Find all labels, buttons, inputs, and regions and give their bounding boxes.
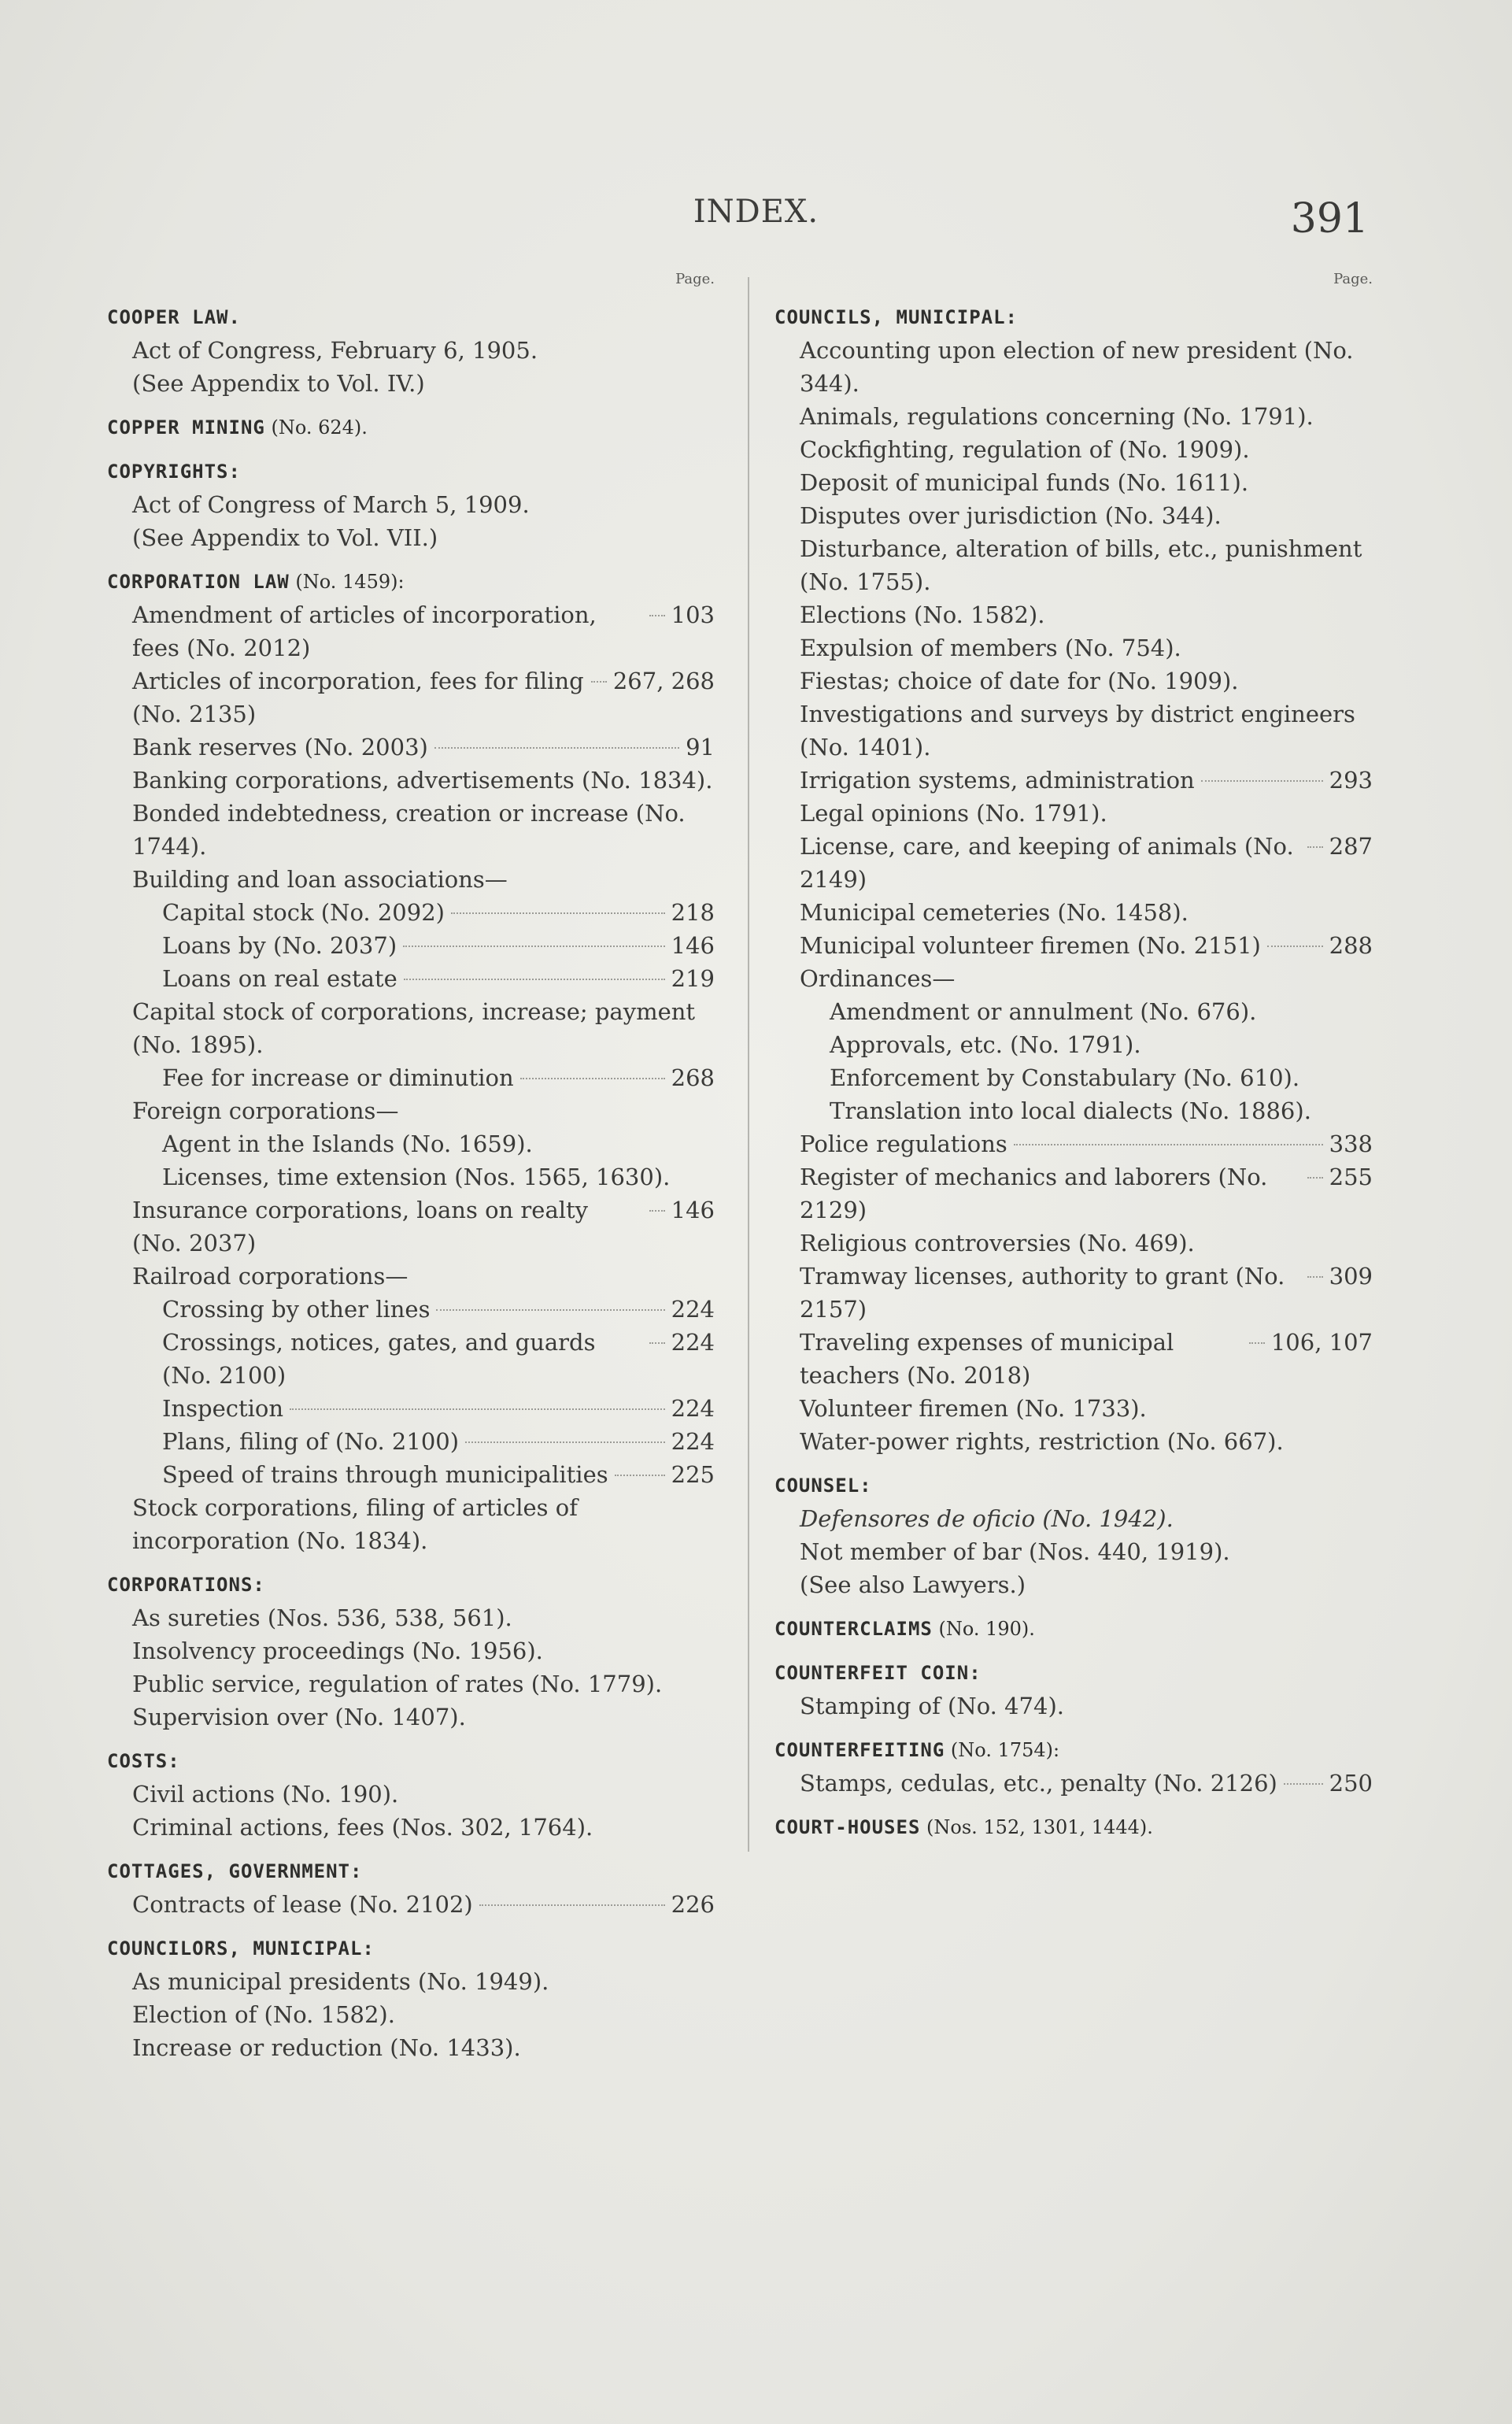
index-line	[774, 995, 1373, 1028]
line-text: Register of mechanics and laborers (No. 2129)	[800, 1164, 1268, 1223]
index-line	[107, 488, 715, 521]
index-line	[107, 2031, 715, 2064]
index-line	[107, 598, 715, 664]
index-line	[774, 532, 1373, 598]
index-entry	[107, 301, 715, 400]
line-text: Enforcement by Constabulary (No. 610).	[830, 1064, 1300, 1091]
line-text: Translation into local dialects (No. 1886).	[830, 1097, 1311, 1124]
entry-heading	[774, 1734, 1373, 1767]
index-entry	[107, 455, 715, 554]
line-text: Agent in the Islands (No. 1659).	[162, 1131, 533, 1157]
index-line	[107, 1127, 715, 1160]
heading-text: COUNTERFEIT COIN:	[774, 1662, 982, 1684]
line-text: Animals, regulations concerning (No. 1791).	[800, 403, 1314, 430]
index-line	[774, 598, 1373, 631]
index-line	[107, 1888, 715, 1921]
index-line	[774, 830, 1373, 896]
index-line	[107, 1965, 715, 1998]
index-line	[774, 1127, 1373, 1160]
index-line	[107, 1634, 715, 1667]
index-entry	[107, 411, 715, 444]
index-line	[107, 664, 715, 731]
column-divider	[748, 277, 749, 1852]
line-text: Stock corporations, filing of articles of incorporation (No. 1834).	[132, 1494, 578, 1554]
line-text: Accounting upon election of new president (No. 344).	[800, 337, 1354, 397]
leader-dots	[591, 681, 607, 683]
index-line	[774, 664, 1373, 698]
index-line	[107, 1094, 715, 1127]
line-text: (See also Lawyers.)	[800, 1571, 1026, 1598]
index-line	[107, 1778, 715, 1811]
index-line	[107, 1998, 715, 2031]
heading-text: COTTAGES, GOVERNMENT:	[107, 1860, 363, 1882]
page-number: 391	[1290, 195, 1369, 242]
line-text: Articles of incorporation, fees for filing (No. 2135)	[132, 668, 584, 727]
page-ref: 287	[1329, 833, 1373, 860]
leader-dots	[451, 912, 665, 914]
index-line	[774, 499, 1373, 532]
line-text: Act of Congress of March 5, 1909.	[132, 491, 530, 518]
line-text: Banking corporations, advertisements (No. 1834).	[132, 767, 713, 794]
leader-dots	[465, 1441, 665, 1443]
line-text: Defensores de oficio (No. 1942).	[800, 1505, 1174, 1532]
page-ref: 293	[1329, 767, 1373, 794]
line-text: Building and loan associations—	[132, 866, 508, 893]
line-text: Act of Congress, February 6, 1905.	[132, 337, 538, 364]
line-text: Crossings, notices, gates, and guards (No. 2100)	[162, 1329, 596, 1389]
page-ref: 218	[671, 899, 715, 926]
page-ref: 338	[1329, 1131, 1373, 1157]
leader-dots	[403, 946, 664, 947]
entry-heading	[774, 1811, 1373, 1844]
index-line	[774, 1502, 1373, 1535]
index-line	[107, 1601, 715, 1634]
leader-dots	[1284, 1783, 1323, 1785]
index-line	[774, 1160, 1373, 1227]
index-entry	[774, 301, 1373, 1458]
index-line	[774, 1260, 1373, 1326]
line-text: As municipal presidents (No. 1949).	[132, 1968, 549, 1995]
index-entry	[774, 1656, 1373, 1723]
line-text: Municipal volunteer firemen (No. 2151)	[800, 932, 1261, 959]
page-ref: 250	[1329, 1770, 1373, 1797]
line-text: Amendment of articles of incorporation, fees (No. 2012)	[132, 601, 597, 661]
line-text: Insurance corporations, loans on realty (No. 2037)	[132, 1197, 589, 1256]
index-line	[774, 1094, 1373, 1127]
entry-heading	[774, 1612, 1373, 1645]
heading-text: COUNCILS, MUNICIPAL:	[774, 306, 1018, 328]
index-entry	[107, 1745, 715, 1844]
index-line	[774, 334, 1373, 400]
page-ref: 106, 107	[1270, 1329, 1373, 1356]
page-ref: 146	[671, 1197, 715, 1223]
line-text: Religious controversies (No. 469).	[800, 1230, 1195, 1256]
leader-dots	[434, 747, 679, 749]
leader-dots	[1249, 1342, 1265, 1344]
page-ref: 288	[1329, 932, 1373, 959]
heading-text: CORPORATION LAW	[107, 571, 290, 593]
leader-dots	[1014, 1144, 1323, 1145]
line-text: Disputes over jurisdiction (No. 344).	[800, 502, 1222, 529]
line-text: Loans by (No. 2037)	[162, 932, 397, 959]
line-text: Public service, regulation of rates (No. 1779).	[132, 1671, 663, 1697]
heading-text: COUNSEL:	[774, 1475, 872, 1497]
heading-text: COOPER LAW.	[107, 306, 241, 328]
leader-dots	[404, 979, 665, 980]
page-ref: 255	[1329, 1164, 1373, 1190]
line-text: Municipal cemeteries (No. 1458).	[800, 899, 1189, 926]
line-text: Stamping of (No. 474).	[800, 1693, 1064, 1719]
index-line	[774, 1392, 1373, 1425]
heading-reference: (No. 1459):	[289, 571, 405, 593]
line-text: Criminal actions, fees (Nos. 302, 1764).	[132, 1814, 593, 1841]
index-line	[107, 1667, 715, 1701]
index-entry	[107, 1568, 715, 1734]
index-line	[107, 1326, 715, 1392]
index-line	[107, 1701, 715, 1734]
line-text: Irrigation systems, administration	[800, 767, 1195, 794]
line-text: Civil actions (No. 190).	[132, 1781, 399, 1808]
page-column-label: Page.	[1333, 271, 1373, 287]
line-text: Bank reserves (No. 2003)	[132, 734, 428, 761]
line-text: Contracts of lease (No. 2102)	[132, 1891, 473, 1918]
page-ref: 267, 268	[612, 668, 715, 694]
leader-dots	[436, 1309, 664, 1311]
leader-dots	[615, 1475, 665, 1476]
line-text: Elections (No. 1582).	[800, 601, 1045, 628]
index-line	[774, 1568, 1373, 1601]
leader-dots	[649, 1342, 665, 1344]
page-ref: 146	[671, 932, 715, 959]
index-line	[107, 1392, 715, 1425]
page-ref: 225	[671, 1461, 715, 1488]
index-line	[774, 1227, 1373, 1260]
page-ref: 226	[671, 1891, 715, 1918]
index-line	[774, 764, 1373, 797]
line-text: Bonded indebtedness, creation or increase (No. 1744).	[132, 800, 686, 860]
index-line	[107, 962, 715, 995]
line-text: Traveling expenses of municipal teachers (No. 2018)	[800, 1329, 1174, 1389]
index-line	[774, 1425, 1373, 1458]
index-line	[107, 1811, 715, 1844]
heading-text: COPPER MINING	[107, 416, 265, 439]
line-text: Fee for increase or diminution	[162, 1064, 514, 1091]
page-ref: 309	[1329, 1263, 1373, 1290]
line-text: Loans on real estate	[162, 965, 397, 992]
leader-dots	[649, 1210, 665, 1212]
index-line	[774, 896, 1373, 929]
line-text: Not member of bar (Nos. 440, 1919).	[800, 1538, 1230, 1565]
line-text: Plans, filing of (No. 2100)	[162, 1428, 460, 1455]
index-line	[107, 764, 715, 797]
index-line	[107, 896, 715, 929]
leader-dots	[1201, 780, 1323, 782]
page-ref: 224	[671, 1296, 715, 1323]
index-line	[107, 1425, 715, 1458]
index-line	[107, 1293, 715, 1326]
index-entry	[774, 1734, 1373, 1800]
entry-heading	[774, 1656, 1373, 1689]
line-text: Supervision over (No. 1407).	[132, 1704, 466, 1730]
page-ref: 224	[671, 1329, 715, 1356]
line-text: Stamps, cedulas, etc., penalty (No. 2126)	[800, 1770, 1277, 1797]
index-line	[107, 367, 715, 400]
index-entry	[107, 1932, 715, 2064]
leader-dots	[290, 1408, 665, 1410]
line-text: Cockfighting, regulation of (No. 1909).	[800, 436, 1250, 463]
left-entry-list	[107, 301, 715, 2064]
line-text: (See Appendix to Vol. IV.)	[132, 370, 425, 397]
entry-heading	[107, 1568, 715, 1601]
line-text: Amendment or annulment (No. 676).	[830, 998, 1257, 1025]
line-text: Expulsion of members (No. 754).	[800, 635, 1181, 661]
heading-reference: (No. 190).	[932, 1618, 1035, 1640]
index-line	[774, 1028, 1373, 1061]
entry-heading	[774, 301, 1373, 334]
index-line	[107, 1061, 715, 1094]
index-line	[774, 631, 1373, 664]
index-line	[107, 731, 715, 764]
index-line	[774, 797, 1373, 830]
line-text: Foreign corporations—	[132, 1097, 399, 1124]
index-line	[107, 1458, 715, 1491]
index-line	[774, 1767, 1373, 1800]
line-text: Railroad corporations—	[132, 1263, 408, 1290]
line-text: Ordinances—	[800, 965, 956, 992]
index-entry	[774, 1811, 1373, 1844]
index-line	[107, 521, 715, 554]
index-line	[774, 1061, 1373, 1094]
index-line	[774, 1535, 1373, 1568]
line-text: As sureties (Nos. 536, 538, 561).	[132, 1604, 512, 1631]
index-line	[107, 797, 715, 863]
leader-dots	[479, 1904, 665, 1906]
index-line	[107, 334, 715, 367]
line-text: Inspection	[162, 1395, 284, 1422]
index-entry	[107, 565, 715, 1557]
right-column	[774, 271, 1373, 1844]
line-text: Deposit of municipal funds (No. 1611).	[800, 469, 1249, 496]
line-text: Crossing by other lines	[162, 1296, 431, 1323]
leader-dots	[1307, 846, 1323, 848]
index-line	[774, 929, 1373, 962]
heading-text: COURT-HOUSES	[774, 1816, 921, 1838]
line-text: Licenses, time extension (Nos. 1565, 1630).	[162, 1164, 671, 1190]
index-line	[774, 466, 1373, 499]
index-line	[107, 1260, 715, 1293]
index-line	[107, 1160, 715, 1193]
leader-dots	[1307, 1177, 1323, 1179]
heading-text: COUNTERCLAIMS	[774, 1618, 933, 1640]
index-line	[107, 1193, 715, 1260]
entry-heading	[107, 1745, 715, 1778]
page-ref: 224	[671, 1395, 715, 1422]
right-entry-list	[774, 301, 1373, 1844]
index-entry	[774, 1612, 1373, 1645]
index-line	[107, 929, 715, 962]
entry-heading	[107, 301, 715, 334]
page-ref: 219	[671, 965, 715, 992]
entry-heading	[107, 565, 715, 598]
index-line	[774, 962, 1373, 995]
line-text: Capital stock of corporations, increase; payment (No. 1895).	[132, 998, 696, 1058]
leader-dots	[1307, 1276, 1323, 1278]
page-ref: 103	[671, 601, 715, 628]
index-line	[774, 698, 1373, 764]
running-title: INDEX.	[693, 194, 819, 230]
entry-heading	[107, 1855, 715, 1888]
line-text: Volunteer firemen (No. 1733).	[800, 1395, 1147, 1422]
left-column	[107, 271, 715, 2064]
line-text: Police regulations	[800, 1131, 1007, 1157]
index-entry	[774, 1469, 1373, 1601]
index-line	[107, 1491, 715, 1557]
index-line	[774, 400, 1373, 433]
line-text: Speed of trains through municipalities	[162, 1461, 608, 1488]
index-line	[107, 863, 715, 896]
line-text: Water-power rights, restriction (No. 667).	[800, 1428, 1284, 1455]
page-ref: 268	[671, 1064, 715, 1091]
entry-heading	[107, 455, 715, 488]
heading-text: COUNCILORS, MUNICIPAL:	[107, 1937, 375, 1960]
heading-text: COPYRIGHTS:	[107, 461, 241, 483]
line-text: Fiestas; choice of date for (No. 1909).	[800, 668, 1239, 694]
entry-heading	[774, 1469, 1373, 1502]
line-text: Election of (No. 1582).	[132, 2001, 395, 2028]
line-text: License, care, and keeping of animals (No. 2149)	[800, 833, 1294, 893]
page-ref: 224	[671, 1428, 715, 1455]
line-text: Tramway licenses, authority to grant (No. 2157)	[800, 1263, 1285, 1323]
leader-dots	[520, 1078, 665, 1079]
line-text: Approvals, etc. (No. 1791).	[830, 1031, 1141, 1058]
line-text: (See Appendix to Vol. VII.)	[132, 524, 438, 551]
heading-reference: (No. 1754):	[945, 1739, 1060, 1761]
index-line	[774, 1689, 1373, 1723]
heading-text: CORPORATIONS:	[107, 1574, 265, 1596]
heading-text: COSTS:	[107, 1750, 180, 1772]
leader-dots	[1267, 946, 1323, 947]
line-text: Disturbance, alteration of bills, etc., punishment (No. 1755).	[800, 535, 1362, 595]
line-text: Legal opinions (No. 1791).	[800, 800, 1107, 827]
entry-heading	[107, 411, 715, 444]
heading-text: COUNTERFEITING	[774, 1739, 945, 1761]
leader-dots	[649, 615, 665, 616]
heading-reference: (Nos. 152, 1301, 1444).	[920, 1816, 1153, 1838]
line-text: Increase or reduction (No. 1433).	[132, 2034, 521, 2061]
index-entry	[107, 1855, 715, 1921]
page-ref: 91	[686, 734, 715, 761]
line-text: Capital stock (No. 2092)	[162, 899, 445, 926]
index-line	[107, 995, 715, 1061]
line-text: Investigations and surveys by district engineers (No. 1401).	[800, 701, 1355, 761]
heading-reference: (No. 624).	[264, 416, 368, 439]
line-text: Insolvency proceedings (No. 1956).	[132, 1638, 543, 1664]
index-line	[774, 1326, 1373, 1392]
entry-heading	[107, 1932, 715, 1965]
page-column-label: Page.	[675, 271, 715, 287]
index-line	[774, 433, 1373, 466]
